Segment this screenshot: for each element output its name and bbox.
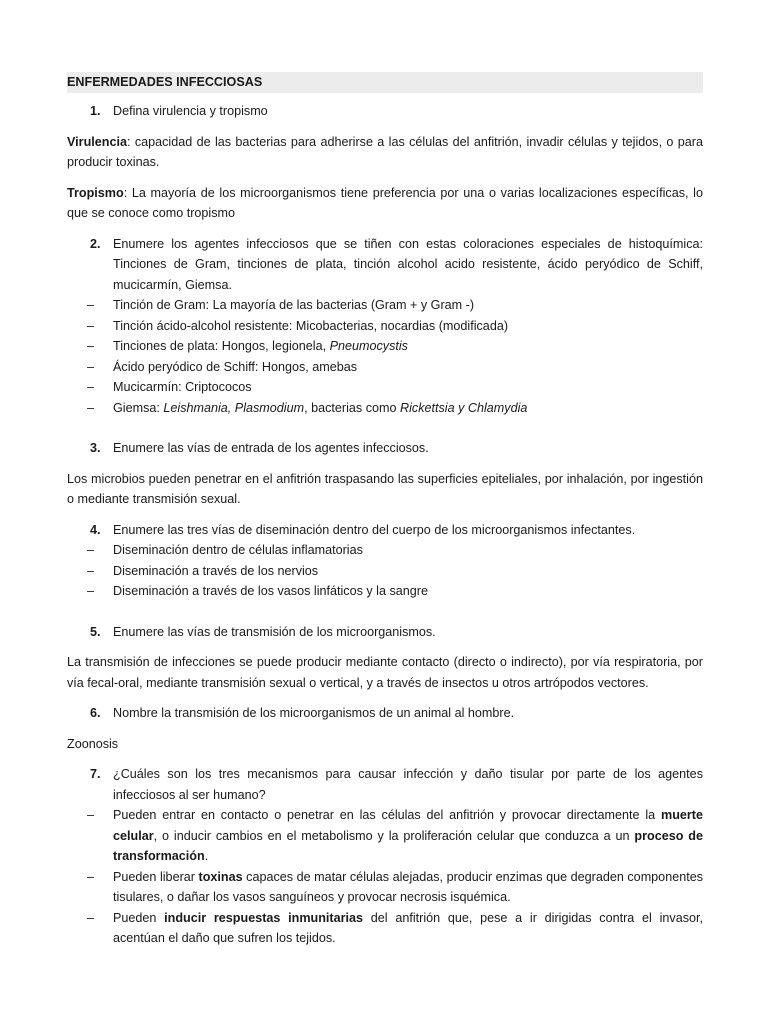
item-text: Diseminación dentro de células inflamatorias: [113, 543, 363, 557]
item-text: Mucicarmín: Criptococos: [113, 380, 252, 394]
question-number: 5.: [90, 624, 101, 639]
definition-text: : La mayoría de los microorganismos tiene preferencia por una o varias localizaciones específicas, lo que se conoce como tropismo: [67, 185, 703, 220]
dash-bullet: –: [87, 869, 95, 884]
dash-bullet: –: [87, 563, 95, 578]
document-title: ENFERMEDADES INFECCIOSAS: [67, 72, 703, 93]
answer-6: Zoonosis: [67, 736, 119, 751]
dash-bullet: –: [87, 400, 95, 415]
item-text: .: [204, 849, 209, 863]
question-text: Nombre la transmisión de los microorganismos de un animal al hombre.: [113, 706, 515, 720]
list-item: [67, 805, 703, 867]
list-item: [67, 908, 703, 949]
item-text: Tinciones de plata: Hongos, legionela,: [113, 339, 330, 353]
question-number: 6.: [90, 706, 101, 720]
item-text: Pueden liberar: [113, 869, 199, 884]
question-5: [67, 622, 703, 643]
item-text: Diseminación a través de los vasos linfáticos y la sangre: [113, 584, 428, 598]
italic-term: Leishmania, Plasmodium: [163, 400, 305, 415]
dash-bullet: –: [87, 910, 95, 925]
item-text: , o inducir cambios en el metabolismo y la proliferación celular que conduzca a un: [153, 828, 635, 843]
italic-term: Pneumocystis: [329, 339, 408, 353]
question-number: 7.: [90, 767, 101, 781]
question-text: Enumere los agentes infecciosos que se tiñen con estas coloraciones especiales de histoquímica: Tinciones de Gram, tinciones de plata, tinción alcohol acido resistente, ácido peryódico de Schiff, mucicarmín, Giemsa.: [113, 236, 703, 292]
bold-term: muerte celular: [113, 808, 703, 843]
question-text: Enumere las vías de entrada de los agentes infecciosos.: [113, 441, 429, 455]
list-item: [67, 357, 703, 378]
question-2: [67, 234, 703, 296]
dash-bullet: –: [87, 808, 95, 822]
list-item: [67, 295, 703, 316]
item-text: Pueden entrar en contacto o penetrar en las células del anfitrión y provocar directamente la: [113, 808, 661, 822]
term-virulencia: Virulencia: [67, 134, 127, 149]
bold-term: inducir respuestas inmunitarias: [164, 910, 364, 925]
dash-bullet: –: [87, 584, 95, 598]
answer-tropismo: [67, 183, 703, 224]
list-item: [67, 561, 703, 582]
question-7: [67, 764, 703, 805]
stain-list: [67, 295, 703, 418]
item-text: Pueden: [113, 910, 165, 925]
question-6: [67, 703, 703, 724]
list-item: [67, 398, 703, 419]
bold-term: toxinas: [198, 869, 243, 884]
answer-virulencia: [67, 132, 703, 173]
question-text: Defina virulencia y tropismo: [113, 104, 268, 118]
italic-term: Rickettsia y Chlamydia: [400, 400, 528, 415]
question-text: Enumere las vías de transmisión de los microorganismos.: [113, 624, 436, 639]
item-text: Ácido peryódico de Schiff: Hongos, amebas: [113, 359, 358, 374]
item-text: Giemsa:: [113, 400, 164, 415]
item-text: , bacterias como: [304, 400, 400, 415]
question-number: 2.: [90, 236, 101, 251]
item-text: capaces de matar células alejadas, producir enzimas que degraden componentes tisulares, o dañar los vasos sanguíneos y provocar necrosis isquémica.: [113, 869, 704, 904]
dash-bullet: –: [87, 380, 95, 394]
question-number: 4.: [90, 522, 101, 537]
list-item: [67, 581, 703, 602]
item-text: Tinción ácido-alcohol resistente: Micobacterias, nocardias (modificada): [113, 318, 509, 333]
answer-5: La transmisión de infecciones se puede producir mediante contacto (directo o indirecto), por vía respiratoria, por vía fecal-oral, mediante transmisión sexual o vertical, y a través de insectos u otros artrópodos vectores.: [67, 655, 703, 690]
dash-bullet: –: [87, 318, 95, 333]
item-text: Diseminación a través de los nervios: [113, 563, 319, 578]
question-number: 3.: [90, 441, 101, 455]
item-text: Tinción de Gram: La mayoría de las bacterias (Gram + y Gram -): [113, 298, 475, 312]
answer-3: Los microbios pueden penetrar en el anfitrión traspasando las superficies epiteliales, por inhalación, por ingestión o mediante transmisión sexual.: [67, 471, 703, 506]
bold-term: proceso de transformación: [113, 828, 704, 863]
dash-bullet: –: [87, 339, 95, 353]
list-item: [67, 867, 703, 908]
list-item: [67, 540, 703, 561]
dash-bullet: –: [87, 543, 95, 557]
question-1: [67, 101, 703, 122]
item-text: del anfitrión que, pese a ir dirigidas contra el invasor, acentúan el daño que sufren los tejidos.: [113, 910, 703, 945]
document-body: [67, 72, 703, 949]
list-item: [67, 316, 703, 337]
dash-bullet: –: [87, 298, 95, 312]
question-3: [67, 438, 703, 459]
list-item: [67, 336, 703, 357]
definition-text: : capacidad de las bacterias para adherirse a las células del anfitrión, invadir células y tejidos, o para producir toxinas.: [67, 134, 703, 169]
dash-bullet: –: [87, 359, 95, 374]
term-tropismo: Tropismo: [67, 185, 124, 200]
question-number: 1.: [90, 104, 101, 118]
question-4: [67, 520, 703, 541]
list-item: [67, 377, 703, 398]
question-text: Enumere las tres vías de diseminación dentro del cuerpo de los microorganismos infectantes.: [113, 522, 636, 537]
question-text: ¿Cuáles son los tres mecanismos para causar infección y daño tisular por parte de los agentes infecciosos al ser humano?: [113, 767, 703, 802]
mechanism-list: [67, 805, 703, 949]
dissemination-list: [67, 540, 703, 602]
